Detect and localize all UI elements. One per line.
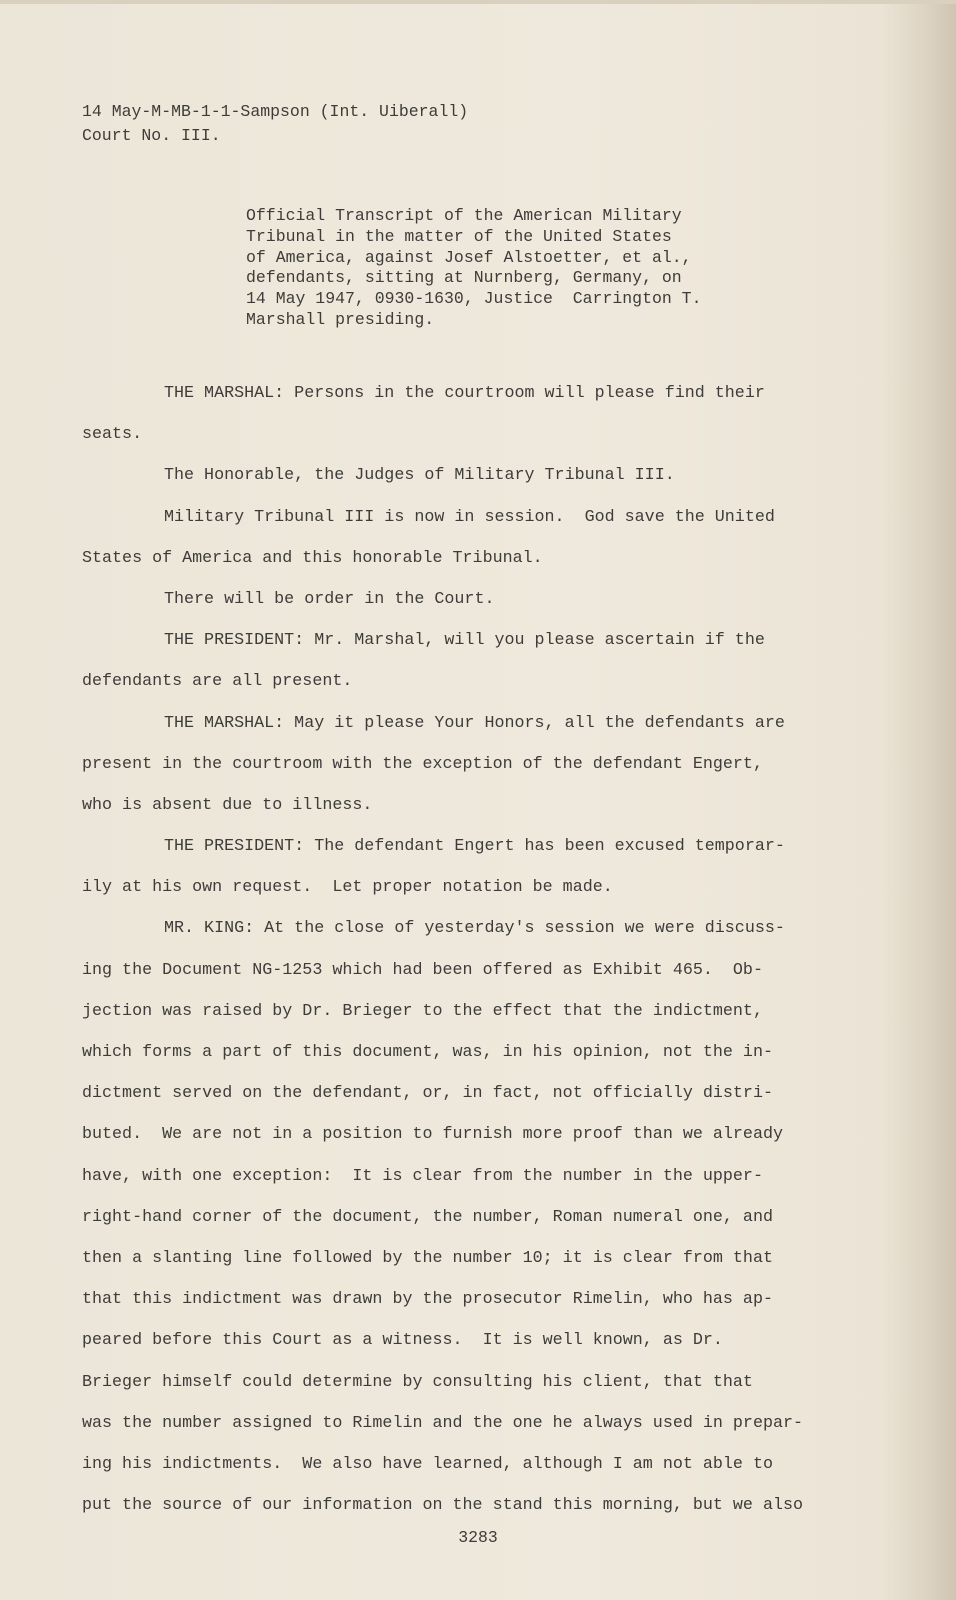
- transcript-line: who is absent due to illness.: [82, 795, 373, 815]
- transcript-line: Military Tribunal III is now in session. God save the United: [164, 507, 775, 527]
- transcript-line: which forms a part of this document, was, in his opinion, not the in-: [82, 1043, 773, 1062]
- transcript-line: jection was raised by Dr. Brieger to the effect that the indictment,: [82, 1001, 763, 1021]
- transcript-line: have, with one exception: It is clear from the number in the upper-: [82, 1166, 763, 1186]
- transcript-body: [82, 373, 803, 1526]
- transcript-line: peared before this Court as a witness. It is well known, as Dr.: [82, 1331, 723, 1351]
- caption-line: Official Transcript of the American Military: [246, 206, 682, 225]
- transcript-line: MR. KING: At the close of yesterday's session we were discuss-: [164, 919, 785, 939]
- caption-line: Tribunal in the matter of the United States: [246, 226, 672, 246]
- header-reference: 14 May-M-MB-1-1-Sampson (Int. Uiberall): [82, 102, 469, 121]
- transcript-line: put the source of our information on the stand this morning, but we also: [82, 1496, 804, 1516]
- page-number: 3283: [458, 1528, 498, 1547]
- transcript-line: seats.: [82, 425, 143, 445]
- transcript-line: right-hand corner of the document, the number, Roman numeral one, and: [82, 1207, 773, 1227]
- transcript-line: was the number assigned to Rimelin and the one he always used in prepar-: [82, 1413, 804, 1433]
- transcript-line: THE MARSHAL: May it please Your Honors, all the defendants are: [164, 713, 785, 733]
- transcript-line: THE MARSHAL: Persons in the courtroom will please find their: [164, 384, 765, 403]
- header-court: Court No. III.: [82, 126, 221, 145]
- transcript-line: ing the Document NG-1253 which had been offered as Exhibit 465. Ob-: [82, 960, 763, 980]
- transcript-line: States of America and this honorable Tribunal.: [82, 548, 543, 568]
- caption-line: 14 May 1947, 0930-1630, Justice Carrington T.: [246, 289, 702, 309]
- transcript-line: defendants are all present.: [82, 672, 353, 692]
- transcript-caption: [246, 206, 701, 331]
- transcript-line: THE PRESIDENT: Mr. Marshal, will you please ascertain if the: [164, 631, 765, 651]
- transcript-line: that this indictment was drawn by the prosecutor Rimelin, who has ap-: [82, 1290, 773, 1310]
- caption-line: defendants, sitting at Nurnberg, Germany, on: [246, 268, 682, 288]
- transcript-line: dictment served on the defendant, or, in fact, not officially distri-: [82, 1084, 773, 1104]
- transcript-line: ily at his own request. Let proper notation be made.: [82, 878, 613, 898]
- page-edge: [0, 0, 956, 4]
- caption-line: of America, against Josef Alstoetter, et al.,: [246, 247, 692, 267]
- document-header: [82, 100, 468, 148]
- transcript-line: There will be order in the Court.: [164, 589, 495, 609]
- transcript-line: THE PRESIDENT: The defendant Engert has been excused temporar-: [164, 837, 785, 857]
- transcript-line: then a slanting line followed by the number 10; it is clear from that: [82, 1248, 773, 1268]
- transcript-line: present in the courtroom with the exception of the defendant Engert,: [82, 754, 763, 774]
- transcript-line: ing his indictments. We also have learned, although I am not able to: [82, 1454, 773, 1474]
- transcript-line: The Honorable, the Judges of Military Tribunal III.: [164, 466, 675, 486]
- transcript-line: buted. We are not in a position to furnish more proof than we already: [82, 1125, 783, 1145]
- caption-line: Marshall presiding.: [246, 309, 435, 329]
- transcript-line: Brieger himself could determine by consulting his client, that that: [82, 1372, 753, 1392]
